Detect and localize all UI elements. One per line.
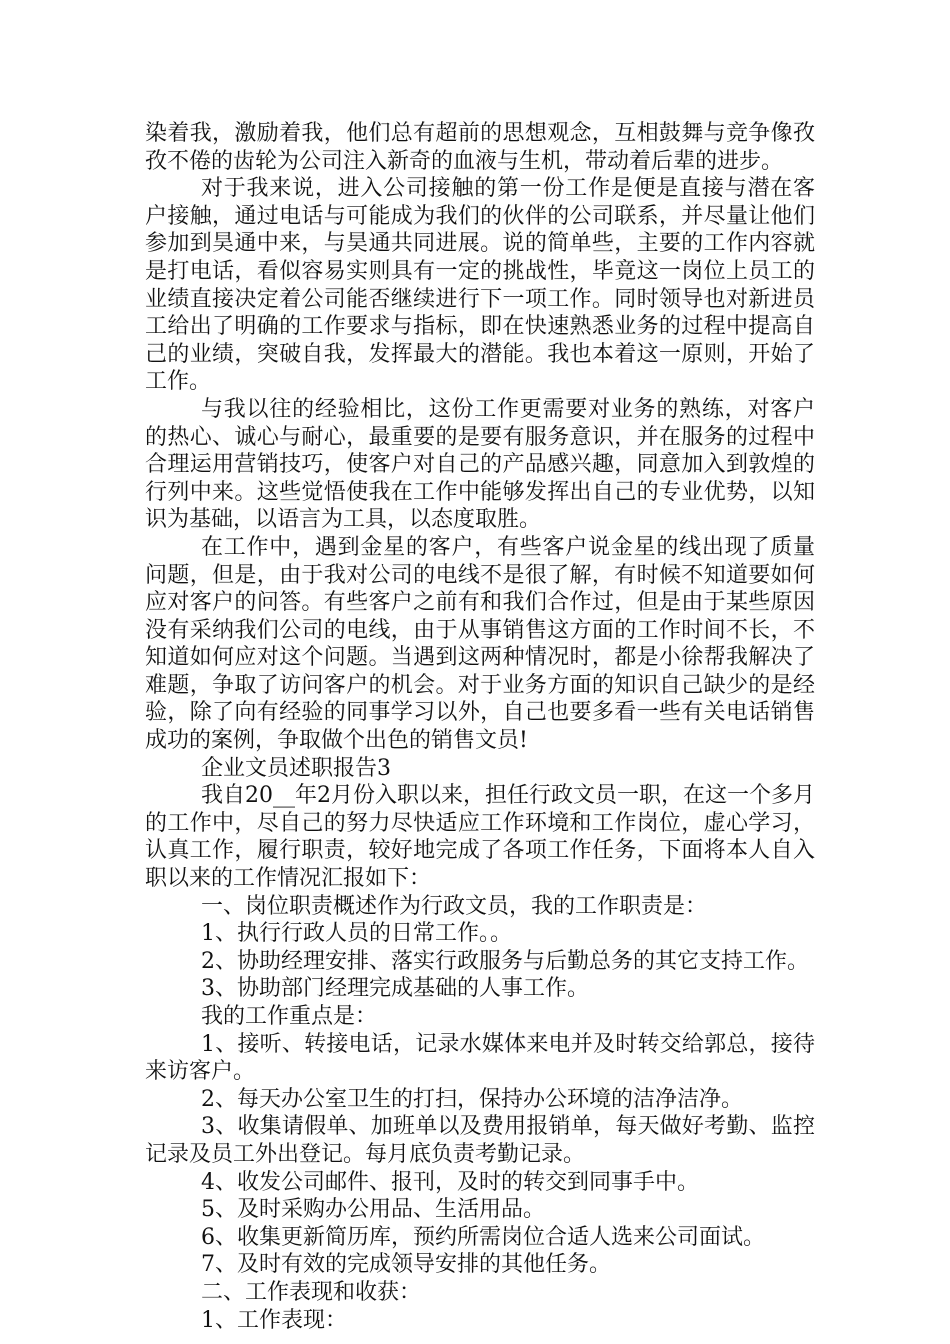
paragraph: 对于我来说，进入公司接触的第一份工作是便是直接与潜在客户接触，通过电话与可能成为我们的伙伴的公司联系，并尽量让他们参加到昊通中来，与昊通共同进展。说的简单些，主要的工作内容就是打电话，看似容易实则具有一定的挑战性，毕竟这一岗位上员工的业绩直接决定着公司能否继续进行下一项工作。同时领导也对新进员工给出了明确的工作要求与指标，即在快速熟悉业务的过程中提高自己的业绩，突破自我，发挥最大的潜能。我也本着这一原则，开始了工作。	[145, 176, 815, 395]
list-heading: 二、工作表现和收获：	[201, 1279, 422, 1305]
list-item: 4、收发公司邮件、报刊，及时的转交到同事手中。	[201, 1169, 699, 1195]
paragraph: 染着我，激励着我，他们总有超前的思想观念，互相鼓舞与竞争像孜孜不倦的齿轮为公司注入新奇的血液与生机，带动着后辈的进步。	[145, 121, 815, 174]
document-body	[145, 120, 815, 1334]
paragraph: 与我以往的经验相比，这份工作更需要对业务的熟练，对客户的热心、诚心与耐心，最重要的是要有服务意识，并在服务的过程中合理运用营销技巧，使客户对自己的产品感兴趣，同意加入到敦煌的行列中来。这些觉悟使我在工作中能够发挥出自己的专业优势，以知识为基础，以语言为工具，以态度取胜。	[145, 396, 815, 533]
section-heading: 企业文员述职报告3	[201, 755, 391, 781]
list-heading: 一、岗位职责概述作为行政文员，我的工作职责是：	[201, 893, 708, 919]
list-item: 6、收集更新简历库，预约所需岗位合适人选来公司面试。	[201, 1224, 765, 1250]
list-item: 3、收集请假单、加班单以及费用报销单，每天做好考勤、监控记录及员工外出登记。每月底负责考勤记录。	[145, 1114, 815, 1167]
list-item: 5、及时采购办公用品、生活用品。	[201, 1197, 545, 1223]
list-item: 1、执行行政人员的日常工作。。	[201, 921, 512, 947]
list-item: 1、接听、转接电话，记录水媒体来电并及时转交给郭总，接待来访客户。	[145, 1031, 815, 1085]
list-item: 2、协助经理安排、落实行政服务与后勤总务的其它支持工作。	[201, 948, 809, 974]
list-item: 1、工作表现：	[201, 1307, 347, 1333]
paragraph: 在工作中，遇到金星的客户，有些客户说金星的线出现了质量问题，但是，由于我对公司的电线不是很了解，有时候不知道要如何应对客户的问答。有些客户之前有和我们合作过，但是由于某些原因没有采纳我们公司的电线，由于从事销售这方面的工作时间不长，不知道如何应对这个问题。当遇到这两种情况时，都是小徐帮我解决了难题，争取了访问客户的机会。对于业务方面的知识自己缺少的是经验，除了向有经验的同事学习以外，自己也要多看一些有关电话销售成功的案例，争取做个出色的销售文员!	[145, 534, 815, 754]
list-heading: 我的工作重点是：	[201, 1004, 378, 1029]
list-item: 2、每天办公室卫生的打扫，保持办公环境的洁净洁净。	[201, 1086, 743, 1112]
list-item: 7、及时有效的完成领导安排的其他任务。	[201, 1252, 611, 1278]
list-item: 3、协助部门经理完成基础的人事工作。	[201, 976, 589, 1002]
paragraph: 我自20__年2月份入职以来，担任行政文员一职，在这一个多月的工作中，尽自己的努力尽快适应工作环境和工作岗位，虚心学习，认真工作，履行职责，较好地完成了各项工作任务，下面将本人自入职以来的工作情况汇报如下：	[145, 783, 815, 892]
